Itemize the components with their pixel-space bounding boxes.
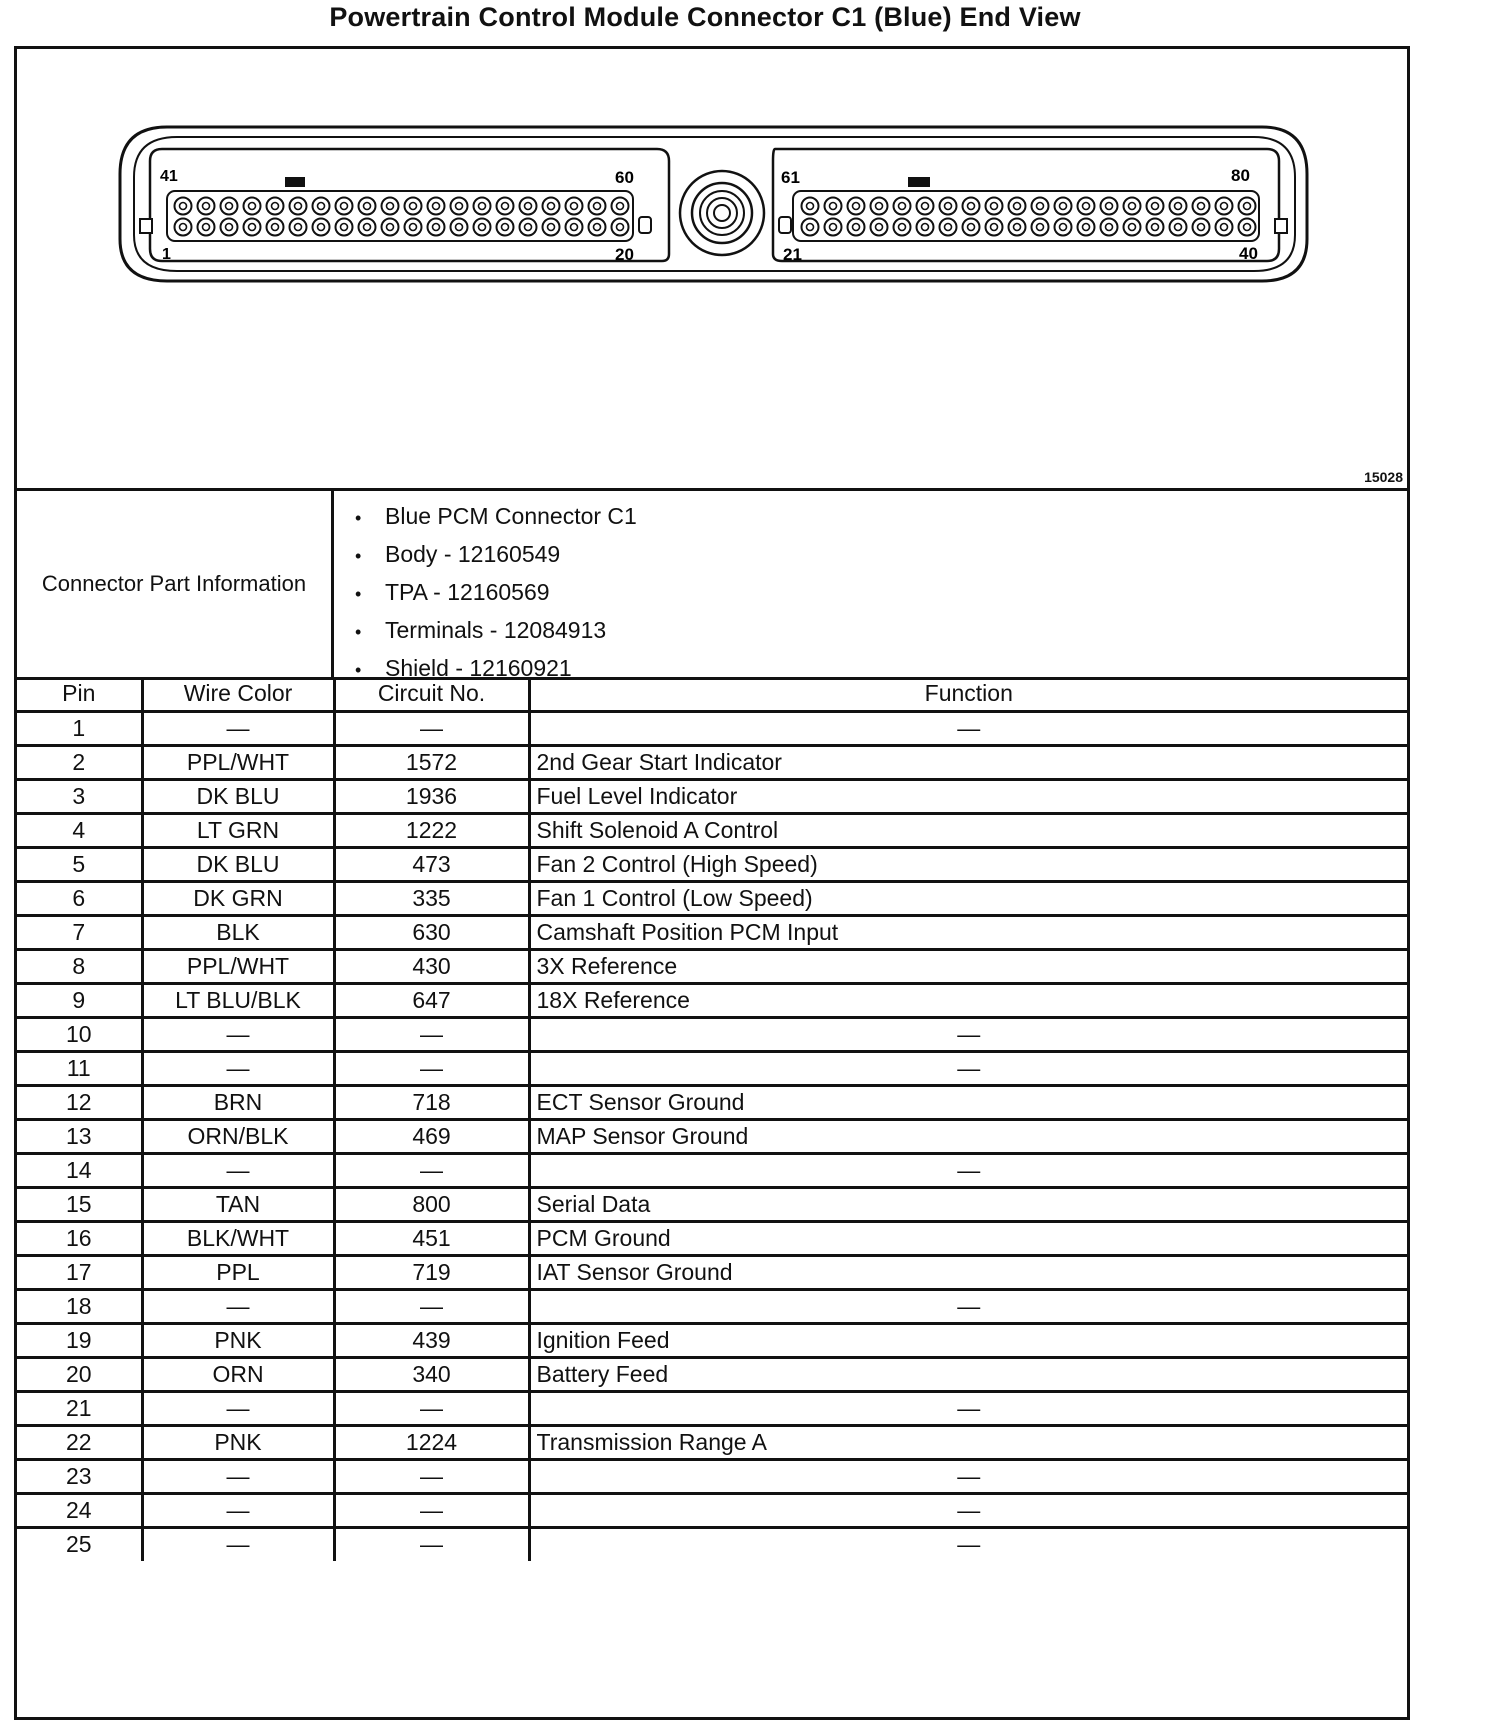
function-cell: ECT Sensor Ground — [529, 1085, 1407, 1119]
connector-pin — [894, 198, 911, 215]
connector-pin — [198, 219, 215, 236]
connector-pin — [1055, 198, 1072, 215]
table-row — [17, 847, 1407, 881]
table-row — [17, 813, 1407, 847]
pin-cell: 23 — [17, 1459, 142, 1493]
connector-pin — [871, 198, 888, 215]
right-latch — [1275, 219, 1287, 233]
connector-info-item: • Blue PCM Connector C1 — [355, 497, 637, 535]
circuit-no-cell: 1936 — [334, 779, 529, 813]
wire-color-cell: ORN — [142, 1357, 334, 1391]
circuit-no-cell: 335 — [334, 881, 529, 915]
connector-pin — [566, 198, 583, 215]
connector-pin — [1032, 198, 1049, 215]
connector-pin — [1216, 198, 1233, 215]
pin-cell: 4 — [17, 813, 142, 847]
circuit-no-cell: — — [334, 1289, 529, 1323]
pin-cell: 21 — [17, 1391, 142, 1425]
wire-color-cell: ORN/BLK — [142, 1119, 334, 1153]
function-cell: MAP Sensor Ground — [529, 1119, 1407, 1153]
connector-pin — [336, 219, 353, 236]
connector-info-label: Connector Part Information — [17, 491, 334, 677]
pin-cell: 15 — [17, 1187, 142, 1221]
circuit-no-cell: 430 — [334, 949, 529, 983]
connector-pin — [566, 219, 583, 236]
wire-color-cell: DK BLU — [142, 847, 334, 881]
table-row — [17, 1391, 1407, 1425]
function-cell: Fan 2 Control (High Speed) — [529, 847, 1407, 881]
table-row — [17, 745, 1407, 779]
wire-color-cell: — — [142, 711, 334, 745]
connector-pin — [589, 219, 606, 236]
pin-cell: 6 — [17, 881, 142, 915]
function-cell: — — [529, 1017, 1407, 1051]
function-cell: Serial Data — [529, 1187, 1407, 1221]
wire-color-cell: BLK — [142, 915, 334, 949]
table-row — [17, 1493, 1407, 1527]
connector-pin — [175, 198, 192, 215]
connector-pin — [871, 219, 888, 236]
connector-pin — [1078, 198, 1095, 215]
connector-info-item: • Body - 12160549 — [355, 535, 637, 573]
connector-pin — [520, 219, 537, 236]
connector-pin — [290, 219, 307, 236]
connector-pin — [497, 198, 514, 215]
function-cell: — — [529, 1153, 1407, 1187]
circuit-no-cell: — — [334, 1017, 529, 1051]
connector-pin — [1009, 219, 1026, 236]
circuit-no-cell: 1222 — [334, 813, 529, 847]
left-keying-tab — [285, 177, 305, 187]
connector-pin — [382, 219, 399, 236]
wire-color-cell: PPL/WHT — [142, 949, 334, 983]
connector-pin — [474, 198, 491, 215]
connector-pin — [1124, 198, 1141, 215]
table-row — [17, 1527, 1407, 1561]
table-row — [17, 1119, 1407, 1153]
column-header-pin: Pin — [17, 677, 142, 711]
wire-color-cell: DK BLU — [142, 779, 334, 813]
connector-pin — [313, 219, 330, 236]
connector-info-item: • Shield - 12160921 — [355, 649, 637, 687]
table-header-row — [17, 677, 1407, 711]
circuit-no-cell: 647 — [334, 983, 529, 1017]
table-row — [17, 1051, 1407, 1085]
pin-cell: 10 — [17, 1017, 142, 1051]
pin-label: 80 — [1231, 166, 1250, 185]
left-pin-field — [167, 191, 633, 241]
table-row — [17, 1187, 1407, 1221]
table-row — [17, 915, 1407, 949]
left-block-latch — [639, 217, 651, 233]
table-row — [17, 1323, 1407, 1357]
connector-pin — [474, 219, 491, 236]
table-row — [17, 983, 1407, 1017]
connector-pin — [1170, 198, 1187, 215]
connector-pin — [1032, 219, 1049, 236]
pin-cell: 22 — [17, 1425, 142, 1459]
circuit-no-cell: 439 — [334, 1323, 529, 1357]
pin-cell: 16 — [17, 1221, 142, 1255]
function-cell: — — [529, 1527, 1407, 1561]
function-cell: Battery Feed — [529, 1357, 1407, 1391]
pin-table-body — [17, 711, 1407, 1561]
pin-cell: 8 — [17, 949, 142, 983]
table-row — [17, 1255, 1407, 1289]
circuit-no-cell: 718 — [334, 1085, 529, 1119]
connector-pin — [244, 219, 261, 236]
table-row — [17, 1153, 1407, 1187]
connector-pin — [221, 219, 238, 236]
pin-cell: 24 — [17, 1493, 142, 1527]
connector-pin — [405, 198, 422, 215]
function-cell: Ignition Feed — [529, 1323, 1407, 1357]
circuit-no-cell: 451 — [334, 1221, 529, 1255]
connector-pin — [428, 198, 445, 215]
pin-cell: 2 — [17, 745, 142, 779]
connector-pin — [848, 198, 865, 215]
connector-pin — [1170, 219, 1187, 236]
pin-label: 20 — [615, 245, 634, 264]
connector-pin — [405, 219, 422, 236]
table-row — [17, 949, 1407, 983]
function-cell: — — [529, 711, 1407, 745]
connector-pin — [1055, 219, 1072, 236]
function-cell: 18X Reference — [529, 983, 1407, 1017]
wire-color-cell: BRN — [142, 1085, 334, 1119]
connector-pin — [1124, 219, 1141, 236]
connector-pin — [1147, 198, 1164, 215]
pin-cell: 18 — [17, 1289, 142, 1323]
circuit-no-cell: 340 — [334, 1357, 529, 1391]
connector-pin — [313, 198, 330, 215]
table-row — [17, 1017, 1407, 1051]
circuit-no-cell: — — [334, 1051, 529, 1085]
table-row — [17, 1357, 1407, 1391]
pin-cell: 9 — [17, 983, 142, 1017]
connector-end-view-diagram — [17, 49, 1407, 485]
connector-pin — [1101, 198, 1118, 215]
connector-pin — [894, 219, 911, 236]
center-bolt-icon — [680, 171, 764, 255]
connector-info-list — [355, 497, 637, 687]
pin-cell: 13 — [17, 1119, 142, 1153]
connector-pin — [543, 198, 560, 215]
pin-label: 41 — [160, 168, 178, 185]
wire-color-cell: PPL — [142, 1255, 334, 1289]
connector-pin — [359, 219, 376, 236]
function-cell: — — [529, 1289, 1407, 1323]
circuit-no-cell: 719 — [334, 1255, 529, 1289]
connector-pin — [940, 219, 957, 236]
wire-color-cell: — — [142, 1289, 334, 1323]
wire-color-cell: LT GRN — [142, 813, 334, 847]
function-cell: Fan 1 Control (Low Speed) — [529, 881, 1407, 915]
function-cell: Shift Solenoid A Control — [529, 813, 1407, 847]
wire-color-cell: — — [142, 1527, 334, 1561]
pin-label: 60 — [615, 168, 634, 187]
pin-cell: 25 — [17, 1527, 142, 1561]
connector-pin — [802, 219, 819, 236]
connector-pin — [825, 219, 842, 236]
pin-cell: 1 — [17, 711, 142, 745]
pin-cell: 19 — [17, 1323, 142, 1357]
table-row — [17, 1459, 1407, 1493]
pin-cell: 14 — [17, 1153, 142, 1187]
connector-pin — [267, 219, 284, 236]
circuit-no-cell: — — [334, 711, 529, 745]
pin-label: 61 — [781, 168, 800, 187]
wire-color-cell: PNK — [142, 1323, 334, 1357]
pin-cell: 17 — [17, 1255, 142, 1289]
connector-pin — [986, 219, 1003, 236]
circuit-no-cell: — — [334, 1153, 529, 1187]
wire-color-cell: DK GRN — [142, 881, 334, 915]
column-header-circuit-no: Circuit No. — [334, 677, 529, 711]
connector-pin — [848, 219, 865, 236]
connector-pin — [244, 198, 261, 215]
connector-info-item: • Terminals - 12084913 — [355, 611, 637, 649]
circuit-no-cell: 1572 — [334, 745, 529, 779]
connector-pin — [497, 219, 514, 236]
table-row — [17, 779, 1407, 813]
wire-color-cell: — — [142, 1153, 334, 1187]
circuit-no-cell: — — [334, 1391, 529, 1425]
function-cell: IAT Sensor Ground — [529, 1255, 1407, 1289]
connector-pin — [612, 219, 629, 236]
connector-pin — [543, 219, 560, 236]
connector-pin — [290, 198, 307, 215]
connector-pin — [451, 219, 468, 236]
circuit-no-cell: — — [334, 1459, 529, 1493]
connector-pin — [917, 219, 934, 236]
connector-pin — [940, 198, 957, 215]
circuit-no-cell: — — [334, 1527, 529, 1561]
function-cell: Camshaft Position PCM Input — [529, 915, 1407, 949]
table-row — [17, 1085, 1407, 1119]
connector-pin — [336, 198, 353, 215]
circuit-no-cell: 1224 — [334, 1425, 529, 1459]
function-cell: Fuel Level Indicator — [529, 779, 1407, 813]
pin-function-table — [17, 677, 1407, 1561]
connector-pin — [198, 198, 215, 215]
connector-pin — [520, 198, 537, 215]
connector-pin — [1101, 219, 1118, 236]
pin-label: 21 — [783, 245, 802, 264]
function-cell: PCM Ground — [529, 1221, 1407, 1255]
connector-pin — [1216, 219, 1233, 236]
function-cell: 3X Reference — [529, 949, 1407, 983]
connector-pin — [612, 198, 629, 215]
wire-color-cell: BLK/WHT — [142, 1221, 334, 1255]
circuit-no-cell: 473 — [334, 847, 529, 881]
wire-color-cell: TAN — [142, 1187, 334, 1221]
connector-pin — [221, 198, 238, 215]
connector-pin — [267, 198, 284, 215]
function-cell: 2nd Gear Start Indicator — [529, 745, 1407, 779]
connector-pin — [986, 198, 1003, 215]
connector-info-item: • TPA - 12160569 — [355, 573, 637, 611]
table-row — [17, 1221, 1407, 1255]
connector-part-information — [17, 491, 1407, 680]
column-header-function: Function — [529, 677, 1407, 711]
pin-cell: 20 — [17, 1357, 142, 1391]
wire-color-cell: LT BLU/BLK — [142, 983, 334, 1017]
circuit-no-cell: 469 — [334, 1119, 529, 1153]
pin-label: 40 — [1239, 244, 1258, 263]
connector-pin — [802, 198, 819, 215]
pin-cell: 11 — [17, 1051, 142, 1085]
connector-pin — [1193, 198, 1210, 215]
function-cell: — — [529, 1051, 1407, 1085]
connector-pin — [1239, 198, 1256, 215]
connector-pin — [175, 219, 192, 236]
connector-pin — [963, 198, 980, 215]
pin-cell: 12 — [17, 1085, 142, 1119]
table-row — [17, 1425, 1407, 1459]
figure-id: 15028 — [1364, 469, 1403, 485]
connector-pin — [451, 198, 468, 215]
wire-color-cell: — — [142, 1051, 334, 1085]
function-cell: Transmission Range A — [529, 1425, 1407, 1459]
left-latch — [140, 219, 152, 233]
connector-pin — [1009, 198, 1026, 215]
connector-pin — [428, 219, 445, 236]
connector-pin — [1078, 219, 1095, 236]
function-cell: — — [529, 1493, 1407, 1527]
table-row — [17, 711, 1407, 745]
connector-pin — [359, 198, 376, 215]
connector-pin — [825, 198, 842, 215]
pin-cell: 3 — [17, 779, 142, 813]
wire-color-cell: PNK — [142, 1425, 334, 1459]
column-header-wire-color: Wire Color — [142, 677, 334, 711]
connector-pin — [382, 198, 399, 215]
circuit-no-cell: 800 — [334, 1187, 529, 1221]
connector-diagram-panel — [17, 49, 1407, 491]
page-title: Powertrain Control Module Connector C1 (Blue) End View — [329, 2, 1081, 32]
document-frame — [14, 46, 1410, 1720]
wire-color-cell: — — [142, 1493, 334, 1527]
connector-pin — [917, 198, 934, 215]
table-row — [17, 1289, 1407, 1323]
wire-color-cell: — — [142, 1391, 334, 1425]
function-cell: — — [529, 1391, 1407, 1425]
wire-color-cell: PPL/WHT — [142, 745, 334, 779]
function-cell: — — [529, 1459, 1407, 1493]
pin-cell: 7 — [17, 915, 142, 949]
connector-pin — [1193, 219, 1210, 236]
table-row — [17, 881, 1407, 915]
connector-pin — [1239, 219, 1256, 236]
pin-cell: 5 — [17, 847, 142, 881]
pin-label: 1 — [162, 246, 171, 263]
right-block-latch — [779, 217, 791, 233]
wire-color-cell: — — [142, 1017, 334, 1051]
circuit-no-cell: — — [334, 1493, 529, 1527]
connector-inner-shell — [134, 137, 1295, 271]
right-keying-tab — [908, 177, 930, 187]
wire-color-cell: — — [142, 1459, 334, 1493]
connector-pin — [963, 219, 980, 236]
connector-pin — [589, 198, 606, 215]
circuit-no-cell: 630 — [334, 915, 529, 949]
connector-pin — [1147, 219, 1164, 236]
